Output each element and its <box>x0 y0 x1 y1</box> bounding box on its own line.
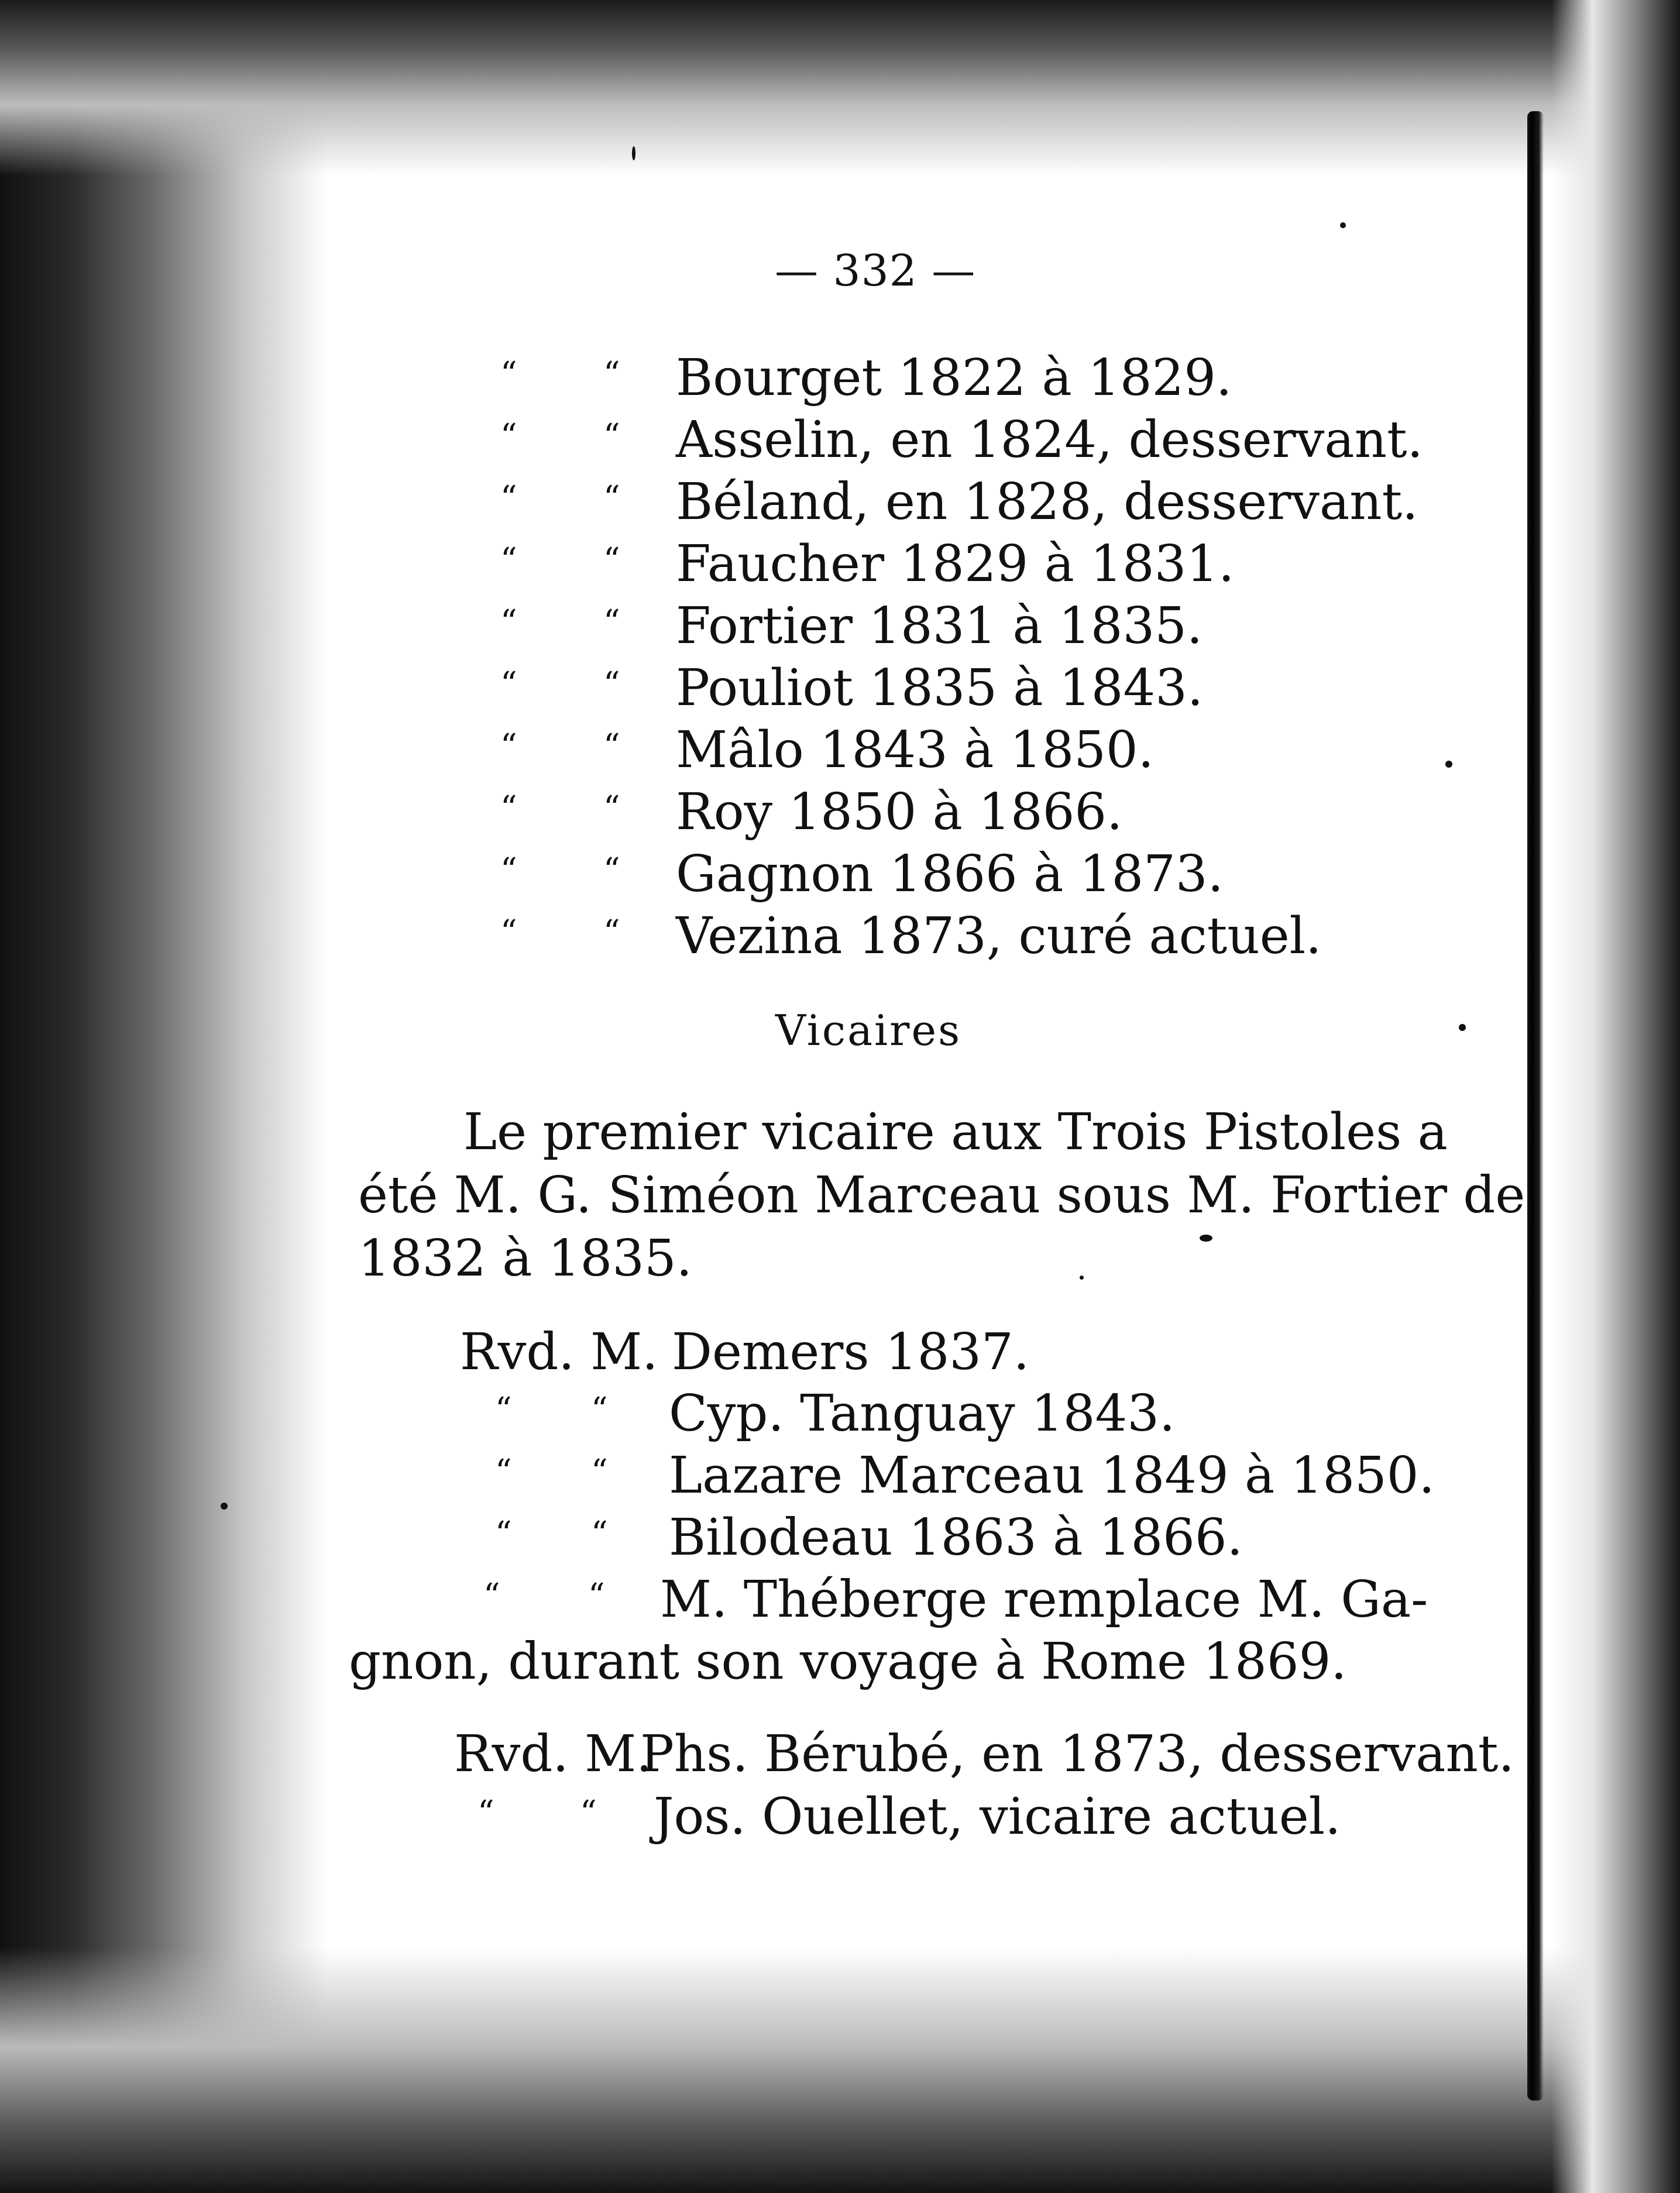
list-item: Cyp. Tanguay 1843. <box>669 1384 1176 1443</box>
section-heading: Vicaires <box>775 1006 962 1055</box>
ditto-mark: “ <box>500 355 517 393</box>
scan-speck <box>632 146 635 160</box>
scan-speck <box>1445 761 1452 768</box>
list-item: Gagnon 1866 à 1873. <box>676 845 1224 903</box>
page-number: — 332 — <box>775 246 976 296</box>
scan-top-edge <box>0 0 1680 176</box>
list-item: Asselin, en 1824, desservant. <box>676 411 1423 469</box>
list-item-prefix: Rvd. M. <box>460 1323 658 1381</box>
ditto-mark: “ <box>500 913 517 951</box>
scan-right-edge <box>1551 0 1680 2193</box>
ditto-mark: “ <box>603 479 620 517</box>
list-item: Bourget 1822 à 1829. <box>676 349 1232 407</box>
ditto-mark: “ <box>603 355 620 393</box>
paragraph-line: Le premier vicaire aux Trois Pistoles a <box>463 1103 1448 1161</box>
ditto-mark: “ <box>495 1453 512 1491</box>
paragraph-line: 1832 à 1835. <box>358 1229 693 1288</box>
ditto-mark: “ <box>500 851 517 889</box>
ditto-mark: “ <box>500 603 517 641</box>
scan-speck <box>1459 1024 1466 1031</box>
ditto-mark: “ <box>591 1453 608 1491</box>
scan-speck <box>1200 1235 1212 1242</box>
list-item-continuation: gnon, durant son voyage à Rome 1869. <box>349 1632 1347 1691</box>
ditto-mark: “ <box>603 665 620 703</box>
list-item: Fortier 1831 à 1835. <box>676 597 1203 655</box>
list-item: Jos. Ouellet, vicaire actuel. <box>654 1788 1341 1846</box>
ditto-mark: “ <box>591 1515 608 1553</box>
ditto-mark: “ <box>495 1515 512 1553</box>
list-item: Phs. Bérubé, en 1873, desservant. <box>640 1725 1514 1783</box>
ditto-mark: “ <box>477 1794 494 1832</box>
ditto-mark: “ <box>603 851 620 889</box>
ditto-mark: “ <box>500 665 517 703</box>
list-item: Demers 1837. <box>672 1323 1030 1381</box>
list-item: Faucher 1829 à 1831. <box>676 535 1235 593</box>
list-item: Roy 1850 à 1866. <box>676 783 1123 841</box>
scan-bottom-edge <box>0 1947 1680 2193</box>
ditto-mark: “ <box>603 727 620 765</box>
ditto-mark: “ <box>500 417 517 455</box>
list-item: Pouliot 1835 à 1843. <box>676 659 1204 717</box>
ditto-mark: “ <box>603 789 620 827</box>
list-item: Vezina 1873, curé actuel. <box>676 907 1322 965</box>
ditto-mark: “ <box>500 727 517 765</box>
paragraph-line: été M. G. Siméon Marceau sous M. Fortier de <box>358 1166 1526 1225</box>
ditto-mark: “ <box>603 417 620 455</box>
ditto-mark: “ <box>603 913 620 951</box>
scan-left-edge <box>0 0 328 2193</box>
ditto-mark: “ <box>588 1577 605 1615</box>
ditto-mark: “ <box>591 1391 608 1429</box>
ditto-mark: “ <box>580 1794 597 1832</box>
list-item: Mâlo 1843 à 1850. <box>676 721 1154 779</box>
list-item: Béland, en 1828, desservant. <box>676 473 1418 531</box>
list-item: Lazare Marceau 1849 à 1850. <box>669 1446 1435 1505</box>
list-item-prefix: Rvd. M. <box>454 1725 652 1783</box>
ditto-mark: “ <box>500 789 517 827</box>
list-item: Bilodeau 1863 à 1866. <box>669 1508 1243 1567</box>
scan-speck <box>221 1503 228 1510</box>
scan-speck <box>1340 222 1346 228</box>
ditto-mark: “ <box>495 1391 512 1429</box>
list-item: M. Théberge remplace M. Ga- <box>660 1570 1428 1629</box>
ditto-mark: “ <box>500 479 517 517</box>
binding-shadow <box>1527 111 1544 2101</box>
ditto-mark: “ <box>483 1577 500 1615</box>
ditto-mark: “ <box>603 541 620 579</box>
scan-speck <box>1080 1276 1084 1280</box>
ditto-mark: “ <box>603 603 620 641</box>
ditto-mark: “ <box>500 541 517 579</box>
